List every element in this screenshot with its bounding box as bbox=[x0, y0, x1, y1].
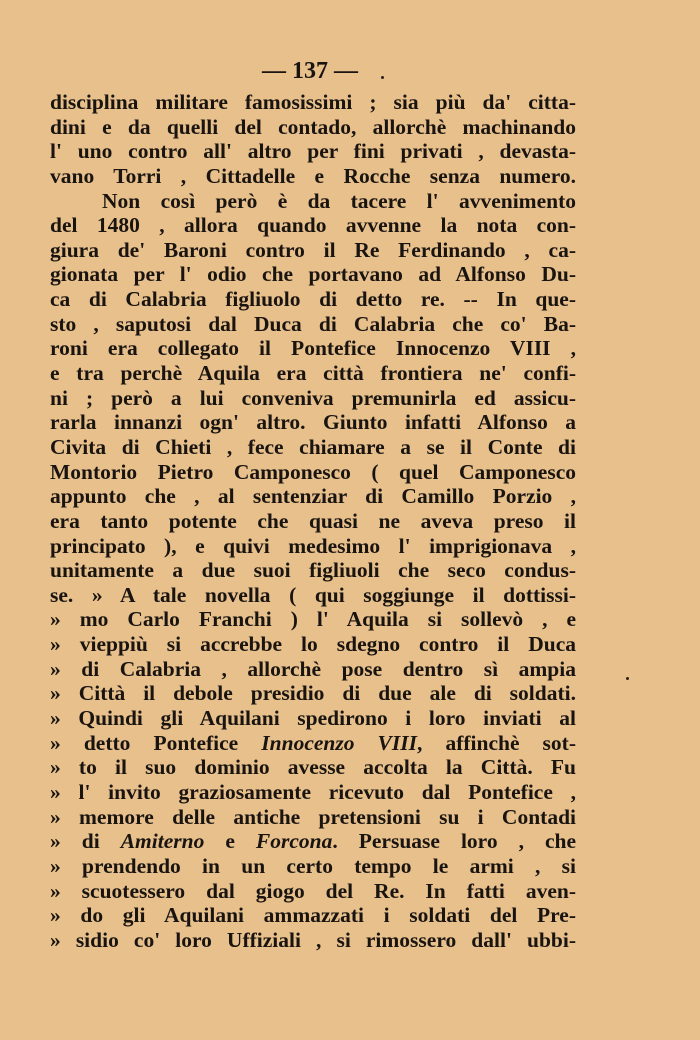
text-line bbox=[50, 410, 576, 435]
body-text bbox=[50, 90, 576, 952]
text-line bbox=[50, 706, 576, 731]
text-line bbox=[50, 657, 576, 682]
text-line bbox=[50, 509, 576, 534]
text-line bbox=[50, 805, 576, 830]
text-segment: » scuotessero dal giogo del Re. In fatti aven- bbox=[50, 878, 576, 903]
text-line bbox=[50, 755, 576, 780]
text-line bbox=[50, 780, 576, 805]
text-segment: ni ; però a lui conveniva premunirla ed assicu- bbox=[50, 385, 576, 410]
italic-text: Forcona bbox=[255, 829, 333, 854]
text-segment: e bbox=[204, 829, 256, 854]
text-segment: sto , saputosi dal Duca di Calabria che co' Ba- bbox=[50, 311, 576, 336]
text-line bbox=[50, 558, 576, 583]
italic-text: Innocenzo VIII bbox=[261, 730, 417, 755]
text-segment: vano Torri , Cittadelle e Rocche senza numero. bbox=[50, 163, 576, 188]
text-line bbox=[50, 189, 576, 214]
text-line bbox=[50, 262, 576, 287]
text-line bbox=[50, 386, 576, 411]
text-segment: » memore delle antiche pretensioni su i Contadi bbox=[50, 804, 576, 829]
text-segment: roni era collegato il Pontefice Innocenzo VIII , bbox=[50, 336, 576, 361]
text-segment: » l' invito graziosamente ricevuto dal Pontefice , bbox=[50, 779, 576, 804]
print-speck bbox=[626, 677, 629, 680]
print-speck bbox=[381, 76, 384, 79]
text-segment: » to il suo dominio avesse accolta la Città. Fu bbox=[50, 755, 576, 780]
page-number: — 137 — bbox=[262, 58, 358, 84]
text-segment: » di Calabria , allorchè pose dentro sì ampia bbox=[50, 656, 576, 681]
text-line bbox=[50, 213, 576, 238]
text-line bbox=[50, 460, 576, 485]
text-segment: Non così però è da tacere l' avvenimento bbox=[102, 188, 576, 213]
text-line bbox=[50, 731, 576, 756]
text-segment: , affinchè sot- bbox=[417, 730, 576, 755]
text-line bbox=[50, 534, 576, 559]
text-line bbox=[50, 583, 576, 608]
text-segment: appunto che , al sentenziar di Camillo Porzio , bbox=[50, 484, 576, 509]
text-segment: principato ), e quivi medesimo l' imprigionava , bbox=[50, 533, 576, 558]
text-segment: » di bbox=[50, 829, 121, 854]
text-segment: unitamente a due suoi figliuoli che seco condus- bbox=[50, 558, 576, 583]
text-line bbox=[50, 632, 576, 657]
text-segment: » sidio co' loro Uffiziali , si rimossero dall' ubbi- bbox=[50, 927, 576, 952]
text-segment: dini e da quelli del contado, allorchè machinando bbox=[50, 114, 576, 139]
text-segment: » mo Carlo Franchi ) l' Aquila si sollevò , e bbox=[50, 607, 576, 632]
text-segment: . Persuase loro , che bbox=[332, 829, 577, 854]
text-line bbox=[50, 607, 576, 632]
text-line bbox=[50, 115, 576, 140]
text-line bbox=[50, 484, 576, 509]
text-segment: giura de' Baroni contro il Re Ferdinando , ca- bbox=[50, 237, 576, 262]
text-segment: gionata per l' odio che portavano ad Alfonso Du- bbox=[50, 262, 576, 287]
text-segment: ca di Calabria figliuolo di detto re. -- In que- bbox=[50, 287, 576, 312]
text-line bbox=[50, 829, 576, 854]
text-segment: » prendendo in un certo tempo le armi , si bbox=[50, 853, 576, 878]
text-line bbox=[50, 287, 576, 312]
text-segment: » do gli Aquilani ammazzati i soldati del Pre- bbox=[50, 903, 576, 928]
text-line bbox=[50, 336, 576, 361]
text-segment: l' uno contro all' altro per fini privati , devasta- bbox=[50, 139, 576, 164]
text-segment: disciplina militare famosissimi ; sia più da' citta- bbox=[50, 90, 576, 114]
text-line bbox=[50, 164, 576, 189]
text-line bbox=[50, 90, 576, 115]
text-line bbox=[50, 312, 576, 337]
text-line bbox=[50, 361, 576, 386]
text-segment: e tra perchè Aquila era città frontiera ne' confi- bbox=[50, 361, 576, 386]
text-segment: del 1480 , allora quando avvenne la nota con- bbox=[50, 213, 576, 238]
text-segment: rarla innanzi ogn' altro. Giunto infatti Alfonso a bbox=[50, 410, 576, 435]
text-line bbox=[50, 238, 576, 263]
text-line bbox=[50, 879, 576, 904]
text-line bbox=[50, 435, 576, 460]
text-segment: se. » A tale novella ( qui soggiunge il dottissi- bbox=[50, 582, 576, 607]
italic-text: Amiterno bbox=[120, 829, 205, 854]
text-line bbox=[50, 903, 576, 928]
text-line bbox=[50, 139, 576, 164]
text-line bbox=[50, 854, 576, 879]
text-segment: Civita di Chieti , fece chiamare a se il Conte di bbox=[50, 434, 576, 459]
text-line bbox=[50, 681, 576, 706]
text-segment: » vieppiù si accrebbe lo sdegno contro il Duca bbox=[50, 632, 576, 657]
text-segment: » detto Pontefice bbox=[50, 730, 262, 755]
text-segment: » Quindi gli Aquilani spedirono i loro inviati al bbox=[50, 706, 576, 731]
text-line bbox=[50, 928, 576, 953]
text-segment: Montorio Pietro Camponesco ( quel Camponesco bbox=[50, 459, 576, 484]
text-segment: » Città il debole presidio di due ale di soldati. bbox=[50, 681, 576, 706]
text-segment: era tanto potente che quasi ne aveva preso il bbox=[50, 508, 576, 533]
